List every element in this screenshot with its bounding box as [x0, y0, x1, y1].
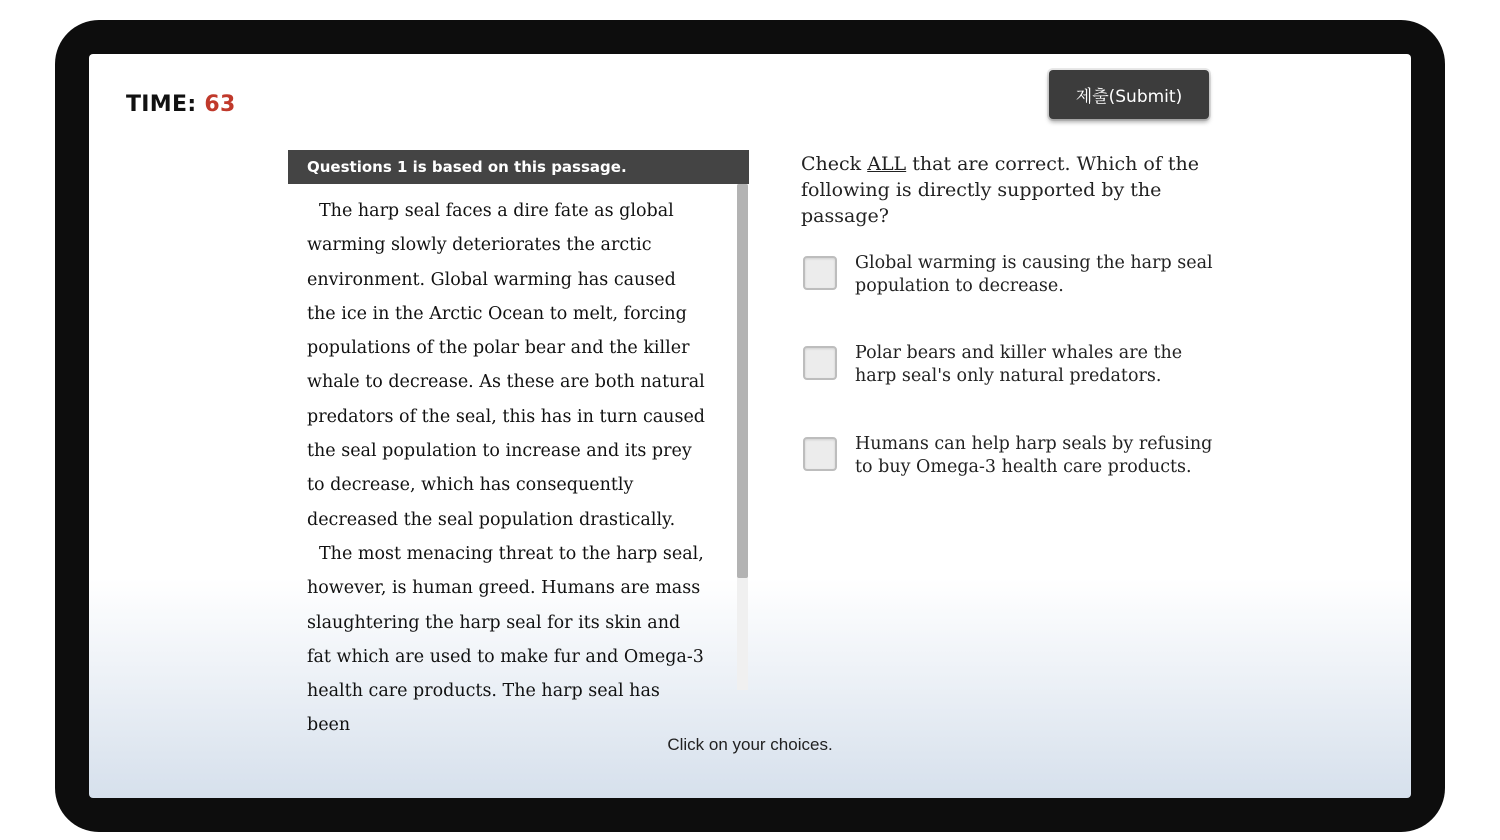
choice-2-checkbox[interactable]	[803, 346, 837, 380]
instruction-text: Click on your choices.	[667, 735, 833, 754]
quiz-screen	[89, 54, 1411, 798]
timer-value: 63	[204, 92, 236, 117]
passage-panel	[288, 150, 749, 736]
choice-1-checkbox[interactable]	[803, 256, 837, 290]
choice-3[interactable]	[801, 434, 1221, 487]
submit-button[interactable]: 제출(Submit)	[1049, 70, 1209, 119]
passage-text	[288, 184, 707, 743]
passage-paragraph-1: The harp seal faces a dire fate as global warming slowly deteriorates the arctic environment. Global warming has caused the ice in the Arctic Ocean to melt, forcing populations of the polar bear and the killer whale to decrease. As these are both natural predators of the seal, this has in turn caused the seal population to increase and its prey to decrease, which has consequently decreased the seal population drastically.	[307, 201, 705, 530]
question-prompt	[801, 151, 1211, 229]
timer-label: TIME:	[126, 92, 197, 117]
choice-1[interactable]	[801, 253, 1221, 306]
passage-body	[288, 184, 736, 736]
passage-scrollbar-thumb[interactable]	[737, 184, 748, 578]
question-prefix: Check	[801, 153, 868, 175]
passage-scrollbar[interactable]	[737, 184, 748, 690]
passage-header: Questions 1 is based on this passage.	[288, 150, 749, 184]
question-emphasis: ALL	[867, 153, 907, 175]
choice-2[interactable]	[801, 343, 1221, 396]
choice-1-text[interactable]: Global warming is causing the harp seal population to decrease.	[855, 253, 1213, 296]
question-suffix: that are correct. Which of the following is directly supported by the passage?	[801, 153, 1200, 227]
timer	[126, 92, 236, 117]
passage-paragraph-2: The most menacing threat to the harp seal, however, is human greed. Humans are mass slaughtering the harp seal for its skin and fat which are used to make fur and Omega-3 health care products. The harp seal has been	[307, 543, 704, 736]
choice-2-text[interactable]: Polar bears and killer whales are the harp seal's only natural predators.	[855, 343, 1183, 386]
choice-3-text[interactable]: Humans can help harp seals by refusing to buy Omega-3 health care products.	[855, 434, 1213, 477]
choice-3-checkbox[interactable]	[803, 437, 837, 471]
